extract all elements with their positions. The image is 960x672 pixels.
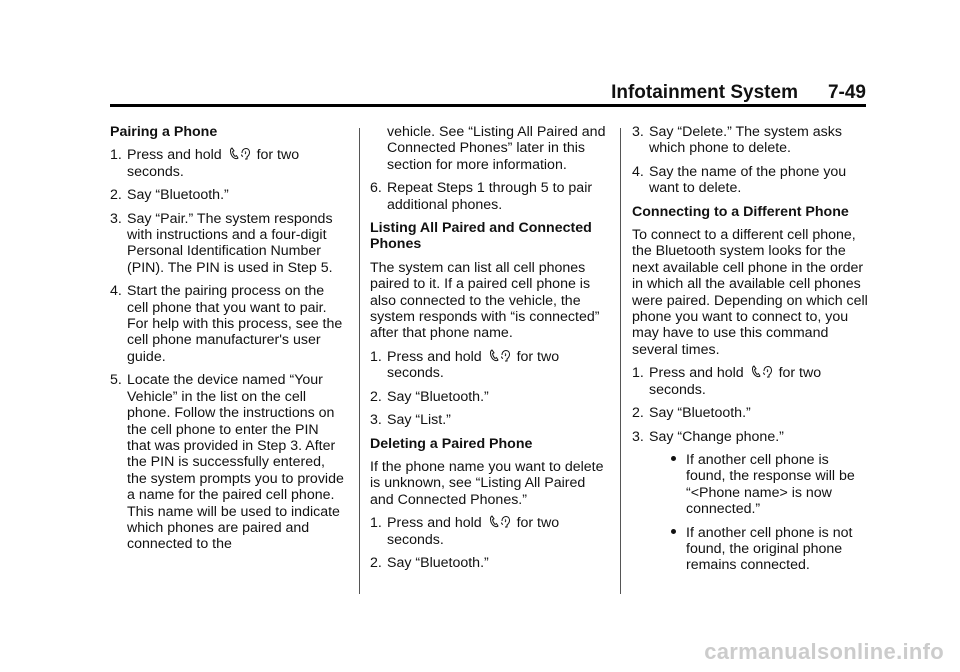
step-text: Repeat Steps 1 through 5 to pair additional phones. [387,180,593,213]
step-item [110,283,346,365]
step-text: Say “Bluetooth.” [387,388,489,405]
step-number: 1. [632,365,644,382]
phone-handset-icon [489,515,500,528]
step-text: Press and hold [387,348,482,365]
step-continuation [370,124,606,173]
step-item [370,412,606,428]
step-item [370,180,606,213]
watermark: carmanualsonline.info [704,639,944,664]
step-text: Say “Bluetooth.” [387,554,489,571]
phone-handset-icon [751,365,762,378]
step-item [110,372,346,552]
heading-connecting: Connecting to a Different Phone [632,203,849,220]
voice-recognition-icon [762,365,773,378]
step-item [632,124,868,157]
step-number: 6. [370,180,382,197]
step-text: Say “Pair.” The system responds with instructions and a four-digit Personal Identification Number (PIN). The PIN is used in Step 5. [127,210,333,276]
step-item [370,389,606,405]
step-item [110,211,346,277]
column-2 [370,124,606,578]
bullet-item [668,452,868,518]
step-text: for two seconds. [127,147,300,180]
column-1 [110,124,346,560]
step-text: Start the pairing process on the cell phone that you want to pair. For help with this process, see the cell phone manufacturer's user guide. [127,283,343,365]
step-number: 3. [370,412,382,429]
bullet-item [668,525,868,574]
step-item [370,555,606,571]
step-item [632,365,868,398]
step-text: Say “Bluetooth.” [127,187,229,204]
heading-pairing: Pairing a Phone [110,124,218,140]
paragraph: If the phone name you want to delete is unknown, see “Listing All Paired and Connected Phones.” [370,458,604,508]
step-text: Press and hold [649,365,744,382]
bullet-text: If another cell phone is not found, the original phone remains connected. [686,524,853,574]
bullet-text: If another cell phone is found, the response will be “<Phone name> is now connected.” [686,451,855,518]
step-number: 4. [632,163,644,180]
step-text: Say “Change phone.” [649,428,784,445]
voice-recognition-icon [500,349,511,362]
step-text: Say “Bluetooth.” [649,405,751,422]
voice-recognition-icon [500,515,511,528]
header-rule [110,104,866,107]
step-text: for two seconds. [649,365,822,398]
step-number: 2. [370,388,382,405]
step-text: vehicle. See “Listing All Paired and Connected Phones” later in this section for more information. [387,124,606,173]
step-item [632,405,868,421]
step-item [632,429,868,445]
phone-handset-icon [229,147,240,160]
step-text: Say the name of the phone you want to delete. [649,163,847,197]
step-number: 2. [370,554,382,571]
column-divider [620,128,621,594]
step-text: Say “List.” [387,412,451,429]
step-number: 4. [110,283,122,300]
step-text: for two seconds. [387,348,560,382]
step-item [632,164,868,197]
step-text: Press and hold [387,515,482,532]
step-number: 1. [370,348,382,365]
step-text: for two seconds. [387,515,560,548]
step-number: 1. [370,515,382,532]
step-item [110,187,346,203]
column-3 [632,124,868,581]
phone-handset-icon [489,349,500,362]
page-number: 7-49 [827,82,866,103]
step-number: 5. [110,372,122,389]
page-header [110,80,866,104]
step-number: 3. [110,210,122,227]
step-text: Press and hold [127,147,222,164]
step-number: 2. [110,187,122,204]
step-number: 1. [110,147,122,164]
step-item [110,147,346,180]
column-divider [359,128,360,594]
heading-deleting: Deleting a Paired Phone [370,435,533,452]
paragraph: The system can list all cell phones paired to it. If a paired cell phone is also connected to the vehicle, the system responds with “is connected” after that phone name. [370,259,600,342]
step-text: Locate the device named “Your Vehicle” in the list on the cell phone. Follow the instructions on the cell phone to enter the PIN that was provided in Step 3. After the PIN is successfully entered, the system prompts you to provide a name for the paired cell phone. This name will be used to indicate which phones are paired and connected to the [127,372,344,553]
heading-listing: Listing All Paired and Connected Phones [370,220,592,253]
bullet-icon [668,525,686,574]
bullet-icon [668,452,686,518]
step-number: 2. [632,405,644,422]
step-number: 3. [632,428,644,445]
step-number: 3. [632,124,644,140]
voice-recognition-icon [240,147,251,160]
step-text: Say “Delete.” The system asks which phone to delete. [649,124,842,157]
paragraph: To connect to a different cell phone, the Bluetooth system looks for the next available cell phone in the order in which all the available cell phones were paired. Depending on which cell phone you want to connect to, you may have to use this command several times. [632,227,868,358]
step-item [370,349,606,382]
step-item [370,515,606,548]
section-title: Infotainment System [611,82,798,103]
